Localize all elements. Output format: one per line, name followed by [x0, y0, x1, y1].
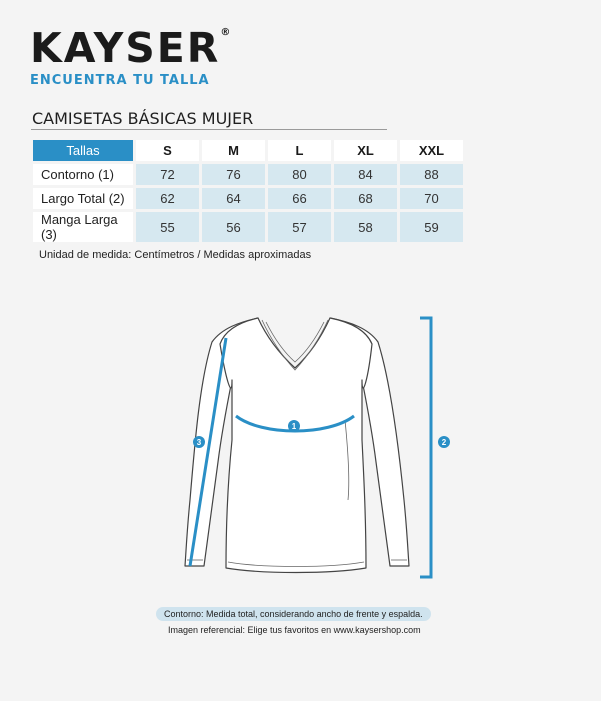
marker-length-label: 2	[441, 438, 447, 447]
table-cell: 55	[136, 212, 199, 242]
size-header-cell: L	[268, 140, 331, 161]
marker-sleeve	[193, 436, 205, 448]
marker-sleeve-label: 3	[196, 438, 202, 447]
section-title: CAMISETAS BÁSICAS MUJER	[32, 109, 254, 128]
size-header-cell: XXL	[400, 140, 463, 161]
unit-note: Unidad de medida: Centímetros / Medidas aproximadas	[39, 249, 312, 261]
table-cell: 72	[136, 164, 199, 185]
table-cell: 57	[268, 212, 331, 242]
table-cell: 64	[202, 188, 265, 209]
registered-mark: ®	[220, 27, 233, 38]
marker-chest	[288, 420, 300, 432]
row-label: Largo Total (2)	[33, 188, 133, 209]
table-cell: 80	[268, 164, 331, 185]
table-cell: 84	[334, 164, 397, 185]
size-header-cell: M	[202, 140, 265, 161]
table-cell: 58	[334, 212, 397, 242]
size-header-cell: XL	[334, 140, 397, 161]
row-label: Manga Larga (3)	[33, 212, 133, 242]
length-measure-bracket	[420, 318, 431, 577]
marker-chest-label: 1	[291, 422, 297, 431]
contour-note: Contorno: Medida total, considerando ancho de frente y espalda.	[156, 607, 431, 621]
table-cell: 68	[334, 188, 397, 209]
table-cell: 88	[400, 164, 463, 185]
brand-name: KAYSER	[30, 24, 221, 72]
table-cell: 59	[400, 212, 463, 242]
table-cell: 56	[202, 212, 265, 242]
marker-length	[438, 436, 450, 448]
table-cell: 76	[202, 164, 265, 185]
table-cell: 62	[136, 188, 199, 209]
row-label: Contorno (1)	[33, 164, 133, 185]
table-cell: 70	[400, 188, 463, 209]
size-header-label: Tallas	[33, 140, 133, 161]
table-cell: 66	[268, 188, 331, 209]
reference-note: Imagen referencial: Elige tus favoritos en www.kaysershop.com	[168, 625, 421, 635]
size-header-cell: S	[136, 140, 199, 161]
brand-tagline: ENCUENTRA TU TALLA	[30, 73, 210, 88]
